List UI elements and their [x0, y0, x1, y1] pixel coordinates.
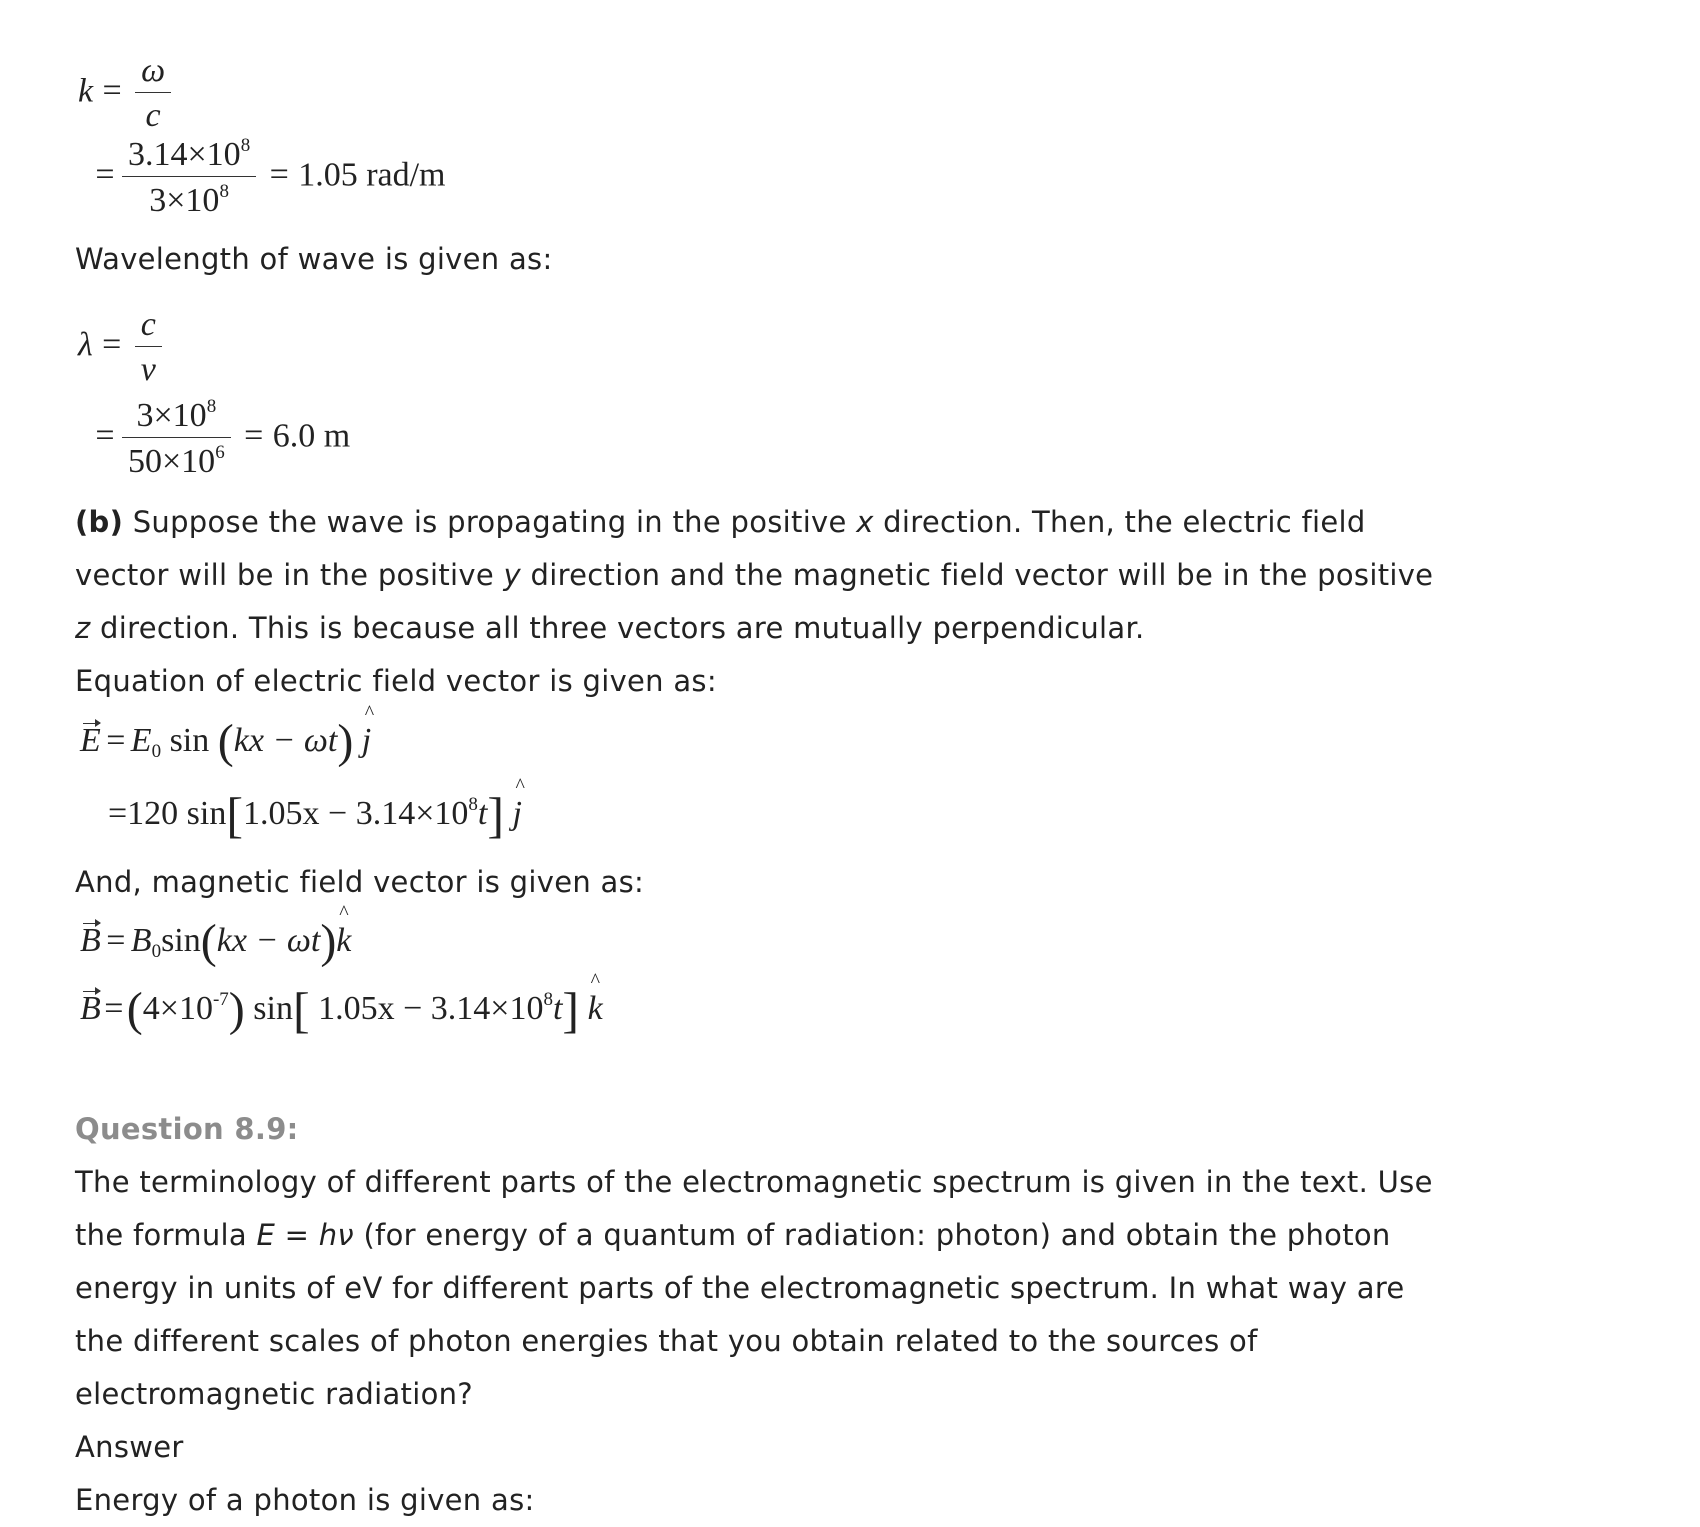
- question-line-2: the formula E = hν (for energy of a quantum of radiation: photon) and obtain the photon: [75, 1218, 1391, 1252]
- part-b-label: (b): [75, 505, 124, 539]
- answer-label: Answer: [75, 1430, 184, 1464]
- question-label: Question 8.9:: [75, 1112, 299, 1146]
- e-vector-symbol: E: [80, 722, 101, 759]
- magnetic-field-numeric: $B =(4\times 10^{-7})$ sin[ $1.05x - 3.14\times 10^8t$] ^ k: [80, 985, 603, 1035]
- k-definition: k = $\frac{\omega}{c}$: [78, 52, 175, 135]
- k-unit-vector: ^ k: [336, 922, 351, 960]
- part-b-line-3: z direction. This is because all three vectors are mutually perpendicular.: [75, 611, 1145, 645]
- magnetic-intro: And, magnetic field vector is given as:: [75, 865, 645, 899]
- question-block: [75, 1103, 1433, 1527]
- wavelength-intro: Wavelength of wave is given as:: [75, 242, 553, 276]
- c-symbol: c: [145, 97, 161, 134]
- electric-field-numeric: =120 $\sin[1.05x - 3.14\times 10^8t]$ ^ j: [108, 790, 522, 840]
- electric-field-equation: $E = E_0$ sin (kx − ωt) ^ j: [80, 718, 371, 766]
- energy-intro: Energy of a photon is given as:: [75, 1483, 535, 1517]
- k-calculation: = $\frac{3.14\times 10^8}{3\times 10^8}$ = 1.05 rad/m: [95, 135, 446, 219]
- k-denominator: 3×10: [149, 182, 220, 219]
- b-vector-symbol: B: [80, 922, 101, 959]
- lambda-symbol: λ: [78, 326, 93, 364]
- omega-over-c: [135, 52, 171, 135]
- omega-symbol: ω: [141, 52, 166, 89]
- question-line-3: energy in units of eV for different parts of the electromagnetic spectrum. In what way are: [75, 1271, 1405, 1305]
- lambda-result: 6.0 m: [272, 417, 351, 455]
- lambda-fraction: $\frac{3\times 10^8}{50\times 10^6}$: [122, 396, 231, 481]
- j-unit-vector: ^ j: [362, 722, 371, 760]
- question-line-5: electromagnetic radiation?: [75, 1377, 473, 1411]
- part-b-line-1: (b) Suppose the wave is propagating in the positive x direction. Then, the electric field: [75, 505, 1366, 539]
- c-over-nu: $\frac{c}{\nu}$: [135, 306, 162, 389]
- k-symbol: k: [78, 72, 94, 110]
- part-b-paragraph: [75, 496, 1433, 708]
- lambda-definition: λ = $\frac{c}{\nu}$: [78, 306, 166, 389]
- question-line-1: The terminology of different parts of the electromagnetic spectrum is given in the text. Use: [75, 1165, 1433, 1199]
- electric-intro: Equation of electric field vector is given as:: [75, 664, 717, 698]
- lambda-calculation: = $\frac{3\times 10^8}{50\times 10^6}$ = 6.0 m: [95, 396, 351, 480]
- lambda-denominator: 50×10: [128, 443, 216, 480]
- k-fraction: $\frac{3.14\times 10^8}{3\times 10^8}$: [122, 135, 256, 220]
- k-result: 1.05 rad/m: [298, 156, 446, 194]
- question-line-4: the different scales of photon energies that you obtain related to the sources of: [75, 1324, 1258, 1358]
- part-b-line-2: vector will be in the positive y direction and the magnetic field vector will be in the positive: [75, 558, 1434, 592]
- magnetic-field-equation: $B = B_0\sin(kx$ − ωt)^ k: [80, 918, 351, 966]
- lambda-numerator: 3×10: [136, 397, 207, 434]
- k-numerator: 3.14×10: [128, 136, 241, 173]
